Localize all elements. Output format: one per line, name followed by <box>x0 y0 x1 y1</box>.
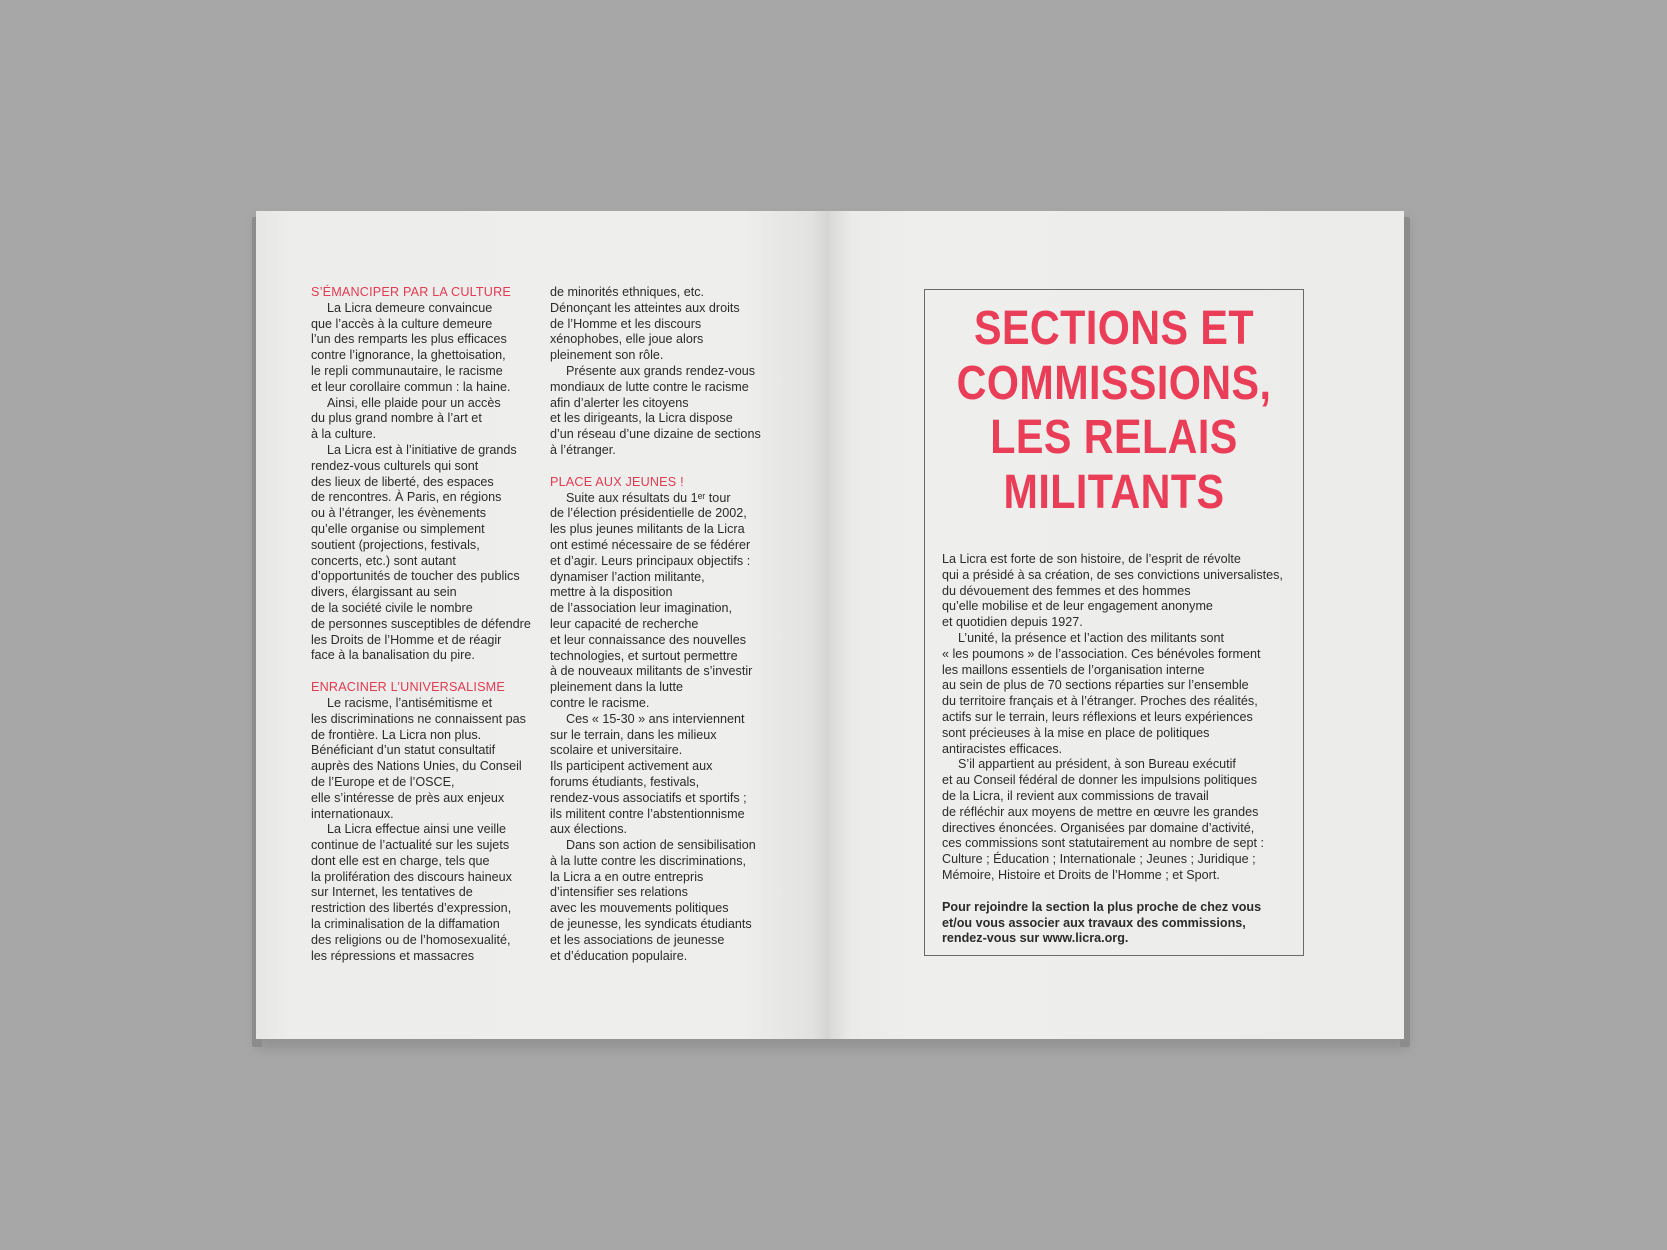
text-line: internationaux. <box>311 806 394 821</box>
text-line: et les dirigeants, la Licra dispose <box>550 411 733 426</box>
text-line: et les associations de jeunesse <box>550 932 725 947</box>
text-line: que l’accès à la culture demeure <box>311 316 493 331</box>
text-line: la prolifération des discours haineux <box>311 869 512 884</box>
paragraph <box>550 285 786 364</box>
text-line: de réfléchir aux moyens de mettre en œuvre les grandes <box>942 804 1259 819</box>
open-booklet <box>256 211 1404 1039</box>
text-line: les plus jeunes militants de la Licra <box>550 522 745 537</box>
text-line: La Licra est à l’initiative de grands <box>327 442 517 457</box>
text-line: et/ou vous associer aux travaux des commissions, <box>942 915 1246 930</box>
text-line: du plus grand nombre à l’art et <box>311 411 482 426</box>
text-line: sont précieuses à la mise en place de politiques <box>942 725 1210 740</box>
text-line: de l’Homme et les discours <box>550 316 702 331</box>
text-line: au sein de plus de 70 sections réparties sur l’ensemble <box>942 678 1249 693</box>
text-line: de minorités ethniques, etc. <box>550 285 705 299</box>
right-column <box>550 285 786 964</box>
text-line: divers, élargissant au sein <box>311 585 457 600</box>
body-text <box>942 552 1292 947</box>
text-line: concerts, etc.) sont autant <box>311 553 456 568</box>
paragraph <box>311 301 543 396</box>
text-line: et au Conseil fédéral de donner les impulsions politiques <box>942 773 1258 788</box>
left-page <box>256 211 829 1039</box>
text-line: mettre à la disposition <box>550 585 673 600</box>
text-line: la Licra a en outre entrepris <box>550 869 704 884</box>
text-line: ces commissions sont statutairement au nombre de sept : <box>942 836 1264 851</box>
section-heading: S’ÉMANCIPER PAR LA CULTURE <box>311 285 511 299</box>
text-line: Pour rejoindre la section la plus proche de chez vous <box>942 899 1262 914</box>
text-line: Culture ; Éducation ; Internationale ; Jeunes ; Juridique ; <box>942 852 1256 867</box>
text-line: L’unité, la présence et l’action des militants sont <box>958 630 1225 645</box>
text-line: afin d’alerter les citoyens <box>550 395 689 410</box>
text-line: rendez-vous sur www.licra.org. <box>942 931 1129 946</box>
text-line: sur Internet, les tentatives de <box>311 885 473 900</box>
text-line: ils militent contre l’abstentionnisme <box>550 806 745 821</box>
paragraph <box>942 631 1292 757</box>
text-line: continue de l’actualité sur les sujets <box>311 838 510 853</box>
text-line: rendez-vous culturels qui sont <box>311 458 479 473</box>
text-line: de rencontres. À Paris, en régions <box>311 490 502 505</box>
text-line: du dévouement des femmes et des hommes <box>942 583 1191 598</box>
text-line: La Licra demeure convaincue <box>327 300 493 315</box>
text-line: pleinement son rôle. <box>550 348 664 363</box>
text-line: des lieux de liberté, des espaces <box>311 474 494 489</box>
text-line: Bénéficiant d’un statut consultatif <box>311 743 496 758</box>
text-line: de l’Europe et de l’OSCE, <box>311 774 455 789</box>
text-line: scolaire et universitaire. <box>550 743 683 758</box>
text-line: de l’association leur imagination, <box>550 601 733 616</box>
text-line: dynamiser l’action militante, <box>550 569 705 584</box>
text-line: restriction des libertés d’expression, <box>311 901 512 916</box>
title-line: MILITANTS <box>1003 465 1225 519</box>
text-line: d’un réseau d’une dizaine de sections <box>550 427 761 442</box>
text-line: de frontière. La Licra non plus. <box>311 727 482 742</box>
paragraph <box>550 838 786 964</box>
text-line: les répressions et massacres <box>311 948 475 963</box>
text-line: avec les mouvements politiques <box>550 901 729 916</box>
text-line: les maillons essentiels de l’organisation interne <box>942 662 1205 677</box>
text-line: antiracistes efficaces. <box>942 741 1063 756</box>
paragraph <box>550 491 786 712</box>
text-line: de jeunesse, les syndicats étudiants <box>550 917 752 932</box>
title-line: SECTIONS ET <box>974 302 1254 355</box>
text-line: actifs sur le terrain, leurs réflexions et leurs expériences <box>942 709 1253 724</box>
text-line: à la culture. <box>311 427 377 442</box>
text-line: sur le terrain, dans les milieux <box>550 727 717 742</box>
text-line: Suite aux résultats du 1ᵉʳ tour <box>566 490 731 505</box>
text-line: Mémoire, Histoire et Droits de l’Homme ; et Sport. <box>942 867 1220 882</box>
left-column <box>311 285 543 964</box>
paragraph <box>311 443 543 664</box>
text-line: d’intensifier ses relations <box>550 885 688 900</box>
text-line: soutient (projections, festivals, <box>311 537 480 552</box>
section-spacer <box>311 664 543 680</box>
section-heading: ENRACINER L’UNIVERSALISME <box>311 680 505 695</box>
text-line: Ils participent activement aux <box>550 759 713 774</box>
paragraph <box>550 712 786 838</box>
text-line: La Licra est forte de son histoire, de l’esprit de révolte <box>942 552 1241 566</box>
text-line: qui a présidé à sa création, de ses convictions universalistes, <box>942 567 1283 582</box>
paragraph <box>942 757 1292 883</box>
text-line: Ces « 15-30 » ans interviennent <box>566 711 745 726</box>
text-line: auprès des Nations Unies, du Conseil <box>311 759 522 774</box>
boxed-frame <box>924 289 1304 956</box>
text-line: S’il appartient au président, à son Bureau exécutif <box>958 757 1236 772</box>
text-line: « les poumons » de l’association. Ces bénévoles forment <box>942 646 1261 661</box>
right-page <box>829 211 1404 1039</box>
page-title <box>951 302 1276 520</box>
text-line: et leur connaissance des nouvelles <box>550 632 747 647</box>
intro-paragraph <box>942 552 1292 631</box>
title-line: COMMISSIONS, <box>956 356 1272 410</box>
text-line: directives énoncées. Organisées par domaine d’activité, <box>942 820 1255 835</box>
text-line: dont elle est en charge, tels que <box>311 853 490 868</box>
text-line: de la Licra, il revient aux commissions de travail <box>942 788 1209 803</box>
text-line: à de nouveaux militants de s’investir <box>550 664 753 679</box>
text-line: rendez-vous associatifs et sportifs ; <box>550 790 747 805</box>
text-line: l’un des remparts les plus efficaces <box>311 332 507 347</box>
text-line: contre le racisme. <box>550 695 650 710</box>
text-line: ou à l’étranger, les évènements <box>311 506 487 521</box>
text-line: à l’étranger. <box>550 442 616 457</box>
text-line: et quotidien depuis 1927. <box>942 615 1083 630</box>
text-line: qu’elle mobilise et de leur engagement anonyme <box>942 599 1213 614</box>
text-line: Le racisme, l’antisémitisme et <box>327 695 493 710</box>
text-line: la criminalisation de la diffamation <box>311 917 500 932</box>
text-line: à la lutte contre les discriminations, <box>550 853 746 868</box>
text-line: elle s’intéresse de près aux enjeux <box>311 790 505 805</box>
text-line: et leur corollaire commun : la haine. <box>311 379 511 394</box>
text-line: d’opportunités de toucher des publics <box>311 569 520 584</box>
text-line: de l’élection présidentielle de 2002, <box>550 506 747 521</box>
text-line: de personnes susceptibles de défendre <box>311 616 531 631</box>
text-line: les Droits de l’Homme et de réagir <box>311 632 502 647</box>
paragraph <box>311 696 543 822</box>
text-line: contre l’ignorance, la ghettoisation, <box>311 348 506 363</box>
text-line: Ainsi, elle plaide pour un accès <box>327 395 501 410</box>
text-line: ont estimé nécessaire de se fédérer <box>550 537 751 552</box>
text-line: et d’agir. Leurs principaux objectifs : <box>550 553 751 568</box>
text-line: le repli communautaire, le racisme <box>311 363 503 378</box>
title-line: LES RELAIS <box>990 411 1238 464</box>
text-line: technologies, et surtout permettre <box>550 648 738 663</box>
section-spacer <box>550 459 786 475</box>
text-line: aux élections. <box>550 822 628 837</box>
text-line: qu’elle organise ou simplement <box>311 521 485 536</box>
text-line: forums étudiants, festivals, <box>550 774 700 789</box>
text-line: des religions ou de l’homosexualité, <box>311 932 511 947</box>
text-line: mondiaux de lutte contre le racisme <box>550 379 749 394</box>
call-to-action <box>942 900 1292 947</box>
text-line: de la société civile le nombre <box>311 600 473 615</box>
text-line: et d’éducation populaire. <box>550 948 688 963</box>
section-heading: PLACE AUX JEUNES ! <box>550 474 684 489</box>
text-line: xénophobes, elle joue alors <box>550 332 704 347</box>
text-line: pleinement dans la lutte <box>550 680 684 695</box>
paragraph <box>311 822 543 964</box>
text-line: Dénonçant les atteintes aux droits <box>550 300 740 315</box>
text-line: Dans son action de sensibilisation <box>566 838 756 853</box>
text-line: La Licra effectue ainsi une veille <box>327 822 506 837</box>
paragraph <box>311 396 543 443</box>
text-line: Présente aux grands rendez-vous <box>566 363 756 378</box>
text-line: leur capacité de recherche <box>550 616 699 631</box>
text-line: les discriminations ne connaissent pas <box>311 711 526 726</box>
paragraph <box>550 364 786 459</box>
text-line: face à la banalisation du pire. <box>311 648 475 663</box>
text-line: du territoire français et à l’étranger. Proches des réalités, <box>942 694 1258 709</box>
